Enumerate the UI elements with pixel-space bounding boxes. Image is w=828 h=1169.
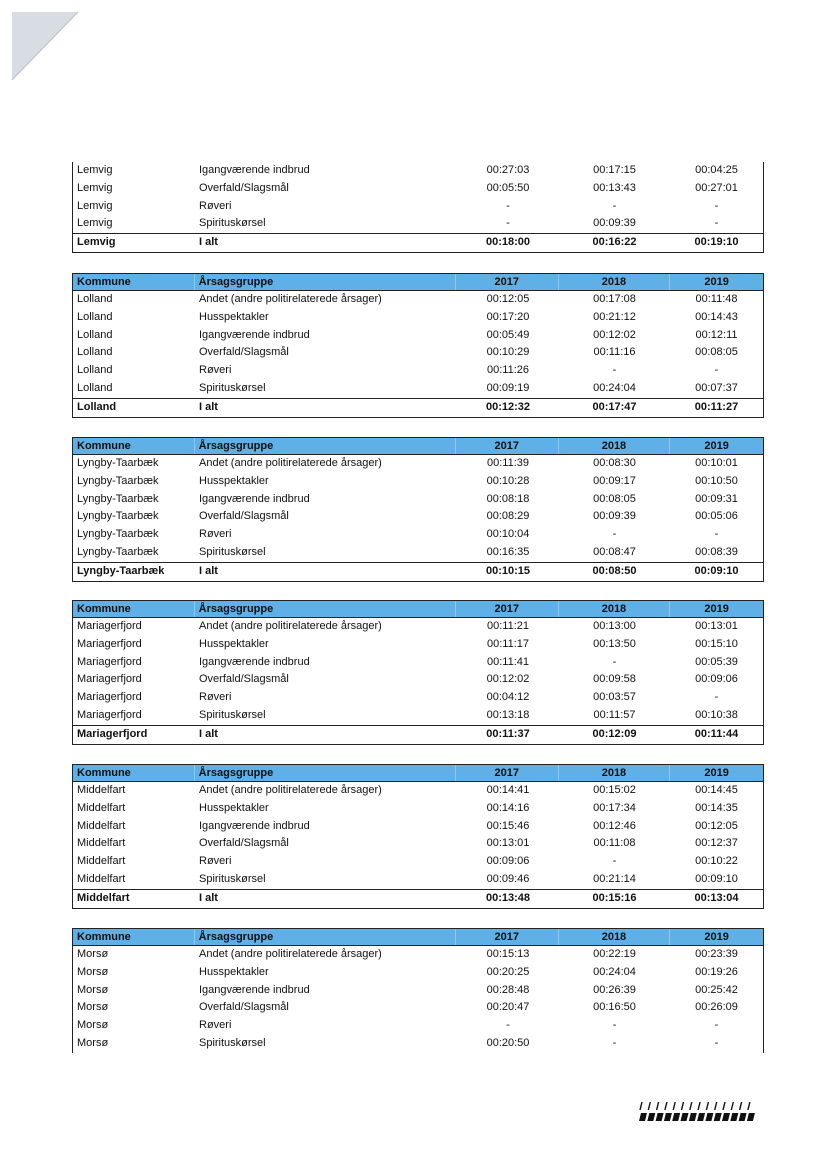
table-row bbox=[73, 1035, 763, 1053]
group-cell: Igangværende indbrud bbox=[199, 983, 310, 996]
table-row bbox=[73, 544, 763, 562]
year-2018-cell: 00:13:43 bbox=[593, 181, 636, 194]
year-2018-cell: 00:03:57 bbox=[593, 691, 636, 704]
total-kommune-cell: Lemvig bbox=[77, 236, 116, 249]
year-2019-cell: 00:05:39 bbox=[695, 655, 738, 668]
table-row bbox=[73, 853, 763, 871]
year-2017-cell: 00:11:39 bbox=[486, 457, 529, 469]
kommune-cell: Mariagerfjord bbox=[77, 708, 142, 721]
header-kommune-cell: Kommune bbox=[73, 274, 195, 290]
group-cell: Spirituskørsel bbox=[199, 708, 266, 721]
year-2017-cell: 00:09:46 bbox=[486, 872, 530, 885]
group-cell: Røveri bbox=[199, 1019, 232, 1032]
total-group-cell: I alt bbox=[199, 891, 218, 904]
header-kommune-cell: Kommune bbox=[73, 601, 195, 617]
table-row bbox=[73, 818, 763, 836]
table-row bbox=[73, 180, 763, 198]
group-cell: Spirituskørsel bbox=[199, 545, 266, 558]
year-2018-cell: 00:12:02 bbox=[593, 328, 636, 341]
year-2019-cell: - bbox=[714, 1036, 719, 1049]
year-2017-cell: 00:04:12 bbox=[486, 691, 530, 704]
kommune-cell: Lyngby-Taarbæk bbox=[77, 492, 159, 505]
table-total-row bbox=[73, 398, 763, 417]
table-row bbox=[73, 964, 763, 982]
year-2017-cell: 00:05:50 bbox=[486, 181, 530, 194]
year-2017-cell: 00:20:47 bbox=[486, 1001, 530, 1014]
year-2017-cell: 00:17:20 bbox=[486, 310, 530, 323]
header-year-2018-cell: 2018 bbox=[559, 929, 671, 945]
year-2019-cell: 00:12:11 bbox=[695, 328, 738, 341]
year-2019-cell: 00:09:06 bbox=[695, 673, 738, 686]
kommune-cell: Lyngby-Taarbæk bbox=[77, 528, 159, 541]
total-year-2018-cell: 00:08:50 bbox=[592, 564, 637, 577]
kommune-cell: Lolland bbox=[77, 364, 113, 377]
year-2019-cell: 00:08:05 bbox=[695, 346, 738, 359]
year-2019-cell: 00:26:09 bbox=[695, 1001, 738, 1014]
group-cell: Overfald/Slagsmål bbox=[199, 181, 289, 194]
year-2018-cell: 00:12:46 bbox=[593, 819, 636, 832]
table-row bbox=[73, 309, 763, 327]
total-year-2018-cell: 00:15:16 bbox=[592, 891, 637, 904]
year-2017-cell: 00:10:28 bbox=[486, 474, 530, 487]
table-row bbox=[73, 215, 763, 233]
year-2017-cell: 00:09:06 bbox=[486, 855, 530, 868]
table-row bbox=[73, 362, 763, 380]
group-cell: Overfald/Slagsmål bbox=[199, 673, 289, 686]
kommune-cell: Morsø bbox=[77, 983, 109, 996]
year-2019-cell: 00:14:35 bbox=[695, 801, 738, 814]
year-2019-cell: 00:09:10 bbox=[695, 872, 738, 885]
year-2019-cell: - bbox=[714, 364, 719, 377]
header-year-2017-cell: 2017 bbox=[456, 765, 559, 781]
year-2019-cell: 00:08:39 bbox=[695, 545, 738, 558]
year-2018-cell: - bbox=[612, 1036, 617, 1049]
total-group-cell: I alt bbox=[199, 400, 218, 413]
group-cell: Spirituskørsel bbox=[199, 217, 266, 230]
total-year-2019-cell: 00:11:44 bbox=[694, 727, 739, 740]
year-2017-cell: 00:10:04 bbox=[486, 528, 530, 541]
header-year-2019-cell: 2019 bbox=[704, 276, 729, 288]
header-year-2017-cell: 2017 bbox=[456, 601, 559, 617]
year-2017-cell: 00:15:46 bbox=[486, 819, 530, 832]
group-cell: Røveri bbox=[199, 364, 232, 377]
kommune-cell: Lemvig bbox=[77, 181, 113, 194]
year-2019-cell: 00:10:01 bbox=[695, 457, 738, 469]
year-2018-cell: 00:24:04 bbox=[593, 965, 636, 978]
year-2019-cell: 00:23:39 bbox=[695, 948, 738, 960]
table-row bbox=[73, 671, 763, 689]
year-2018-cell: 00:11:08 bbox=[593, 837, 636, 850]
year-2017-cell: 00:13:01 bbox=[486, 837, 530, 850]
year-2019-cell: - bbox=[714, 199, 719, 212]
kommune-cell: Lemvig bbox=[77, 199, 113, 212]
kommune-cell: Lemvig bbox=[77, 164, 113, 176]
table-row bbox=[73, 835, 763, 853]
year-2019-cell: 00:15:10 bbox=[695, 637, 738, 650]
table-row bbox=[73, 689, 763, 707]
year-2018-cell: 00:11:57 bbox=[593, 708, 636, 721]
year-2017-cell: 00:11:21 bbox=[486, 620, 529, 632]
table-row bbox=[73, 380, 763, 398]
group-cell: Igangværende indbrud bbox=[199, 819, 310, 832]
year-2018-cell: 00:21:12 bbox=[593, 310, 636, 323]
total-group-cell: I alt bbox=[199, 727, 218, 740]
total-year-2018-cell: 00:17:47 bbox=[592, 400, 637, 413]
table-header bbox=[73, 929, 763, 946]
group-cell: Overfald/Slagsmål bbox=[199, 1001, 289, 1014]
year-2017-cell: 00:15:13 bbox=[486, 948, 530, 960]
year-2017-cell: 00:14:41 bbox=[486, 784, 530, 796]
total-year-2017-cell: 00:10:15 bbox=[485, 564, 531, 577]
table-total-row bbox=[73, 562, 763, 581]
year-2019-cell: 00:10:22 bbox=[695, 855, 738, 868]
kommune-cell: Lolland bbox=[77, 293, 113, 305]
page-corner-mark bbox=[0, 0, 80, 84]
kommune-cell: Middelfart bbox=[77, 784, 126, 796]
group-cell: Spirituskørsel bbox=[199, 1036, 266, 1049]
kommune-cell: Morsø bbox=[77, 965, 109, 978]
table-row bbox=[73, 526, 763, 544]
year-2019-cell: 00:14:45 bbox=[695, 784, 738, 796]
total-year-2019-cell: 00:13:04 bbox=[694, 891, 739, 904]
year-2018-cell: 00:08:05 bbox=[593, 492, 636, 505]
kommune-cell: Morsø bbox=[77, 1001, 109, 1014]
year-2017-cell: - bbox=[506, 1019, 510, 1032]
total-year-2017-cell: 00:18:00 bbox=[485, 236, 531, 249]
table-row bbox=[73, 344, 763, 362]
year-2017-cell: - bbox=[506, 217, 510, 230]
group-cell: Husspektakler bbox=[199, 965, 269, 978]
kommune-cell: Lemvig bbox=[77, 217, 113, 230]
table-1 bbox=[72, 273, 764, 418]
year-2018-cell: 00:17:08 bbox=[593, 293, 636, 305]
group-cell: Overfald/Slagsmål bbox=[199, 346, 289, 359]
year-2019-cell: 00:10:50 bbox=[695, 474, 738, 487]
header-year-2019-cell: 2019 bbox=[704, 767, 729, 779]
group-cell: Igangværende indbrud bbox=[199, 164, 310, 176]
year-2019-cell: 00:14:43 bbox=[695, 310, 738, 323]
table-total-row bbox=[73, 233, 763, 252]
year-2017-cell: 00:10:29 bbox=[486, 346, 530, 359]
group-cell: Husspektakler bbox=[199, 801, 269, 814]
table-header bbox=[73, 274, 763, 291]
total-kommune-cell: Mariagerfjord bbox=[77, 727, 148, 740]
total-year-2017-cell: 00:13:48 bbox=[485, 891, 531, 904]
year-2018-cell: 00:09:39 bbox=[593, 217, 636, 230]
year-2019-cell: - bbox=[714, 691, 719, 704]
year-2017-cell: - bbox=[506, 199, 510, 212]
year-2017-cell: 00:13:18 bbox=[486, 708, 530, 721]
kommune-cell: Morsø bbox=[77, 1036, 109, 1049]
year-2019-cell: 00:11:48 bbox=[695, 293, 738, 305]
header-group-cell: Årsagsgruppe bbox=[195, 438, 456, 454]
year-2019-cell: 00:27:01 bbox=[695, 181, 738, 194]
table-header bbox=[73, 765, 763, 782]
group-cell: Røveri bbox=[199, 691, 232, 704]
header-group-cell: Årsagsgruppe bbox=[195, 274, 456, 290]
kommune-cell: Morsø bbox=[77, 1019, 109, 1032]
year-2018-cell: - bbox=[612, 855, 617, 868]
kommune-cell: Mariagerfjord bbox=[77, 637, 142, 650]
header-year-2017-cell: 2017 bbox=[456, 929, 559, 945]
table-row bbox=[73, 654, 763, 672]
group-cell: Andet (andre politirelaterede årsager) bbox=[199, 620, 382, 632]
table-header bbox=[73, 438, 763, 455]
kommune-cell: Morsø bbox=[77, 948, 109, 960]
group-cell: Husspektakler bbox=[199, 474, 269, 487]
header-kommune-cell: Kommune bbox=[73, 765, 195, 781]
year-2018-cell: - bbox=[612, 528, 617, 541]
year-2018-cell: 00:22:19 bbox=[593, 948, 636, 960]
year-2018-cell: - bbox=[612, 655, 617, 668]
year-2018-cell: 00:08:47 bbox=[593, 545, 636, 558]
group-cell: Andet (andre politirelaterede årsager) bbox=[199, 293, 382, 305]
group-cell: Andet (andre politirelaterede årsager) bbox=[199, 784, 382, 796]
year-2019-cell: 00:12:05 bbox=[695, 819, 738, 832]
year-2018-cell: 00:09:58 bbox=[593, 673, 636, 686]
kommune-cell: Lolland bbox=[77, 310, 113, 323]
table-3 bbox=[72, 600, 764, 745]
year-2019-cell: 00:05:06 bbox=[695, 510, 738, 523]
year-2018-cell: 00:26:39 bbox=[593, 983, 636, 996]
header-year-2018-cell: 2018 bbox=[559, 438, 671, 454]
kommune-cell: Mariagerfjord bbox=[77, 673, 142, 686]
group-cell: Andet (andre politirelaterede årsager) bbox=[199, 948, 382, 960]
group-cell: Igangværende indbrud bbox=[199, 328, 310, 341]
kommune-cell: Middelfart bbox=[77, 801, 126, 814]
total-year-2017-cell: 00:12:32 bbox=[485, 400, 531, 413]
year-2018-cell: - bbox=[612, 364, 617, 377]
group-cell: Igangværende indbrud bbox=[199, 655, 310, 668]
kommune-cell: Middelfart bbox=[77, 872, 126, 885]
year-2018-cell: 00:13:00 bbox=[593, 620, 636, 632]
year-2018-cell: 00:17:15 bbox=[593, 164, 636, 176]
header-kommune-cell: Kommune bbox=[73, 929, 195, 945]
year-2019-cell: 00:07:37 bbox=[695, 381, 738, 394]
year-2017-cell: 00:12:05 bbox=[486, 293, 530, 305]
total-kommune-cell: Middelfart bbox=[77, 891, 130, 904]
total-kommune-cell: Lolland bbox=[77, 400, 117, 413]
header-year-2019-cell: 2019 bbox=[704, 440, 729, 452]
table-row bbox=[73, 999, 763, 1017]
year-2018-cell: 00:08:30 bbox=[593, 457, 636, 469]
year-2017-cell: 00:20:25 bbox=[486, 965, 530, 978]
group-cell: Husspektakler bbox=[199, 637, 269, 650]
year-2019-cell: - bbox=[714, 1019, 719, 1032]
table-row bbox=[73, 782, 763, 800]
table-total-row bbox=[73, 725, 763, 744]
header-year-2017-cell: 2017 bbox=[456, 274, 559, 290]
total-kommune-cell: Lyngby-Taarbæk bbox=[77, 564, 165, 577]
table-row bbox=[73, 291, 763, 309]
year-2017-cell: 00:05:49 bbox=[486, 328, 530, 341]
table-row bbox=[73, 800, 763, 818]
year-2018-cell: 00:17:34 bbox=[593, 801, 636, 814]
kommune-cell: Lyngby-Taarbæk bbox=[77, 545, 159, 558]
kommune-cell: Lolland bbox=[77, 346, 113, 359]
table-4 bbox=[72, 764, 764, 909]
header-year-2019-cell: 2019 bbox=[704, 931, 729, 943]
year-2018-cell: 00:09:17 bbox=[593, 474, 636, 487]
group-cell: Igangværende indbrud bbox=[199, 492, 310, 505]
total-group-cell: I alt bbox=[199, 236, 218, 249]
year-2018-cell: 00:15:02 bbox=[593, 784, 636, 796]
header-year-2018-cell: 2018 bbox=[559, 765, 671, 781]
year-2017-cell: 00:11:26 bbox=[486, 364, 529, 377]
group-cell: Andet (andre politirelaterede årsager) bbox=[199, 457, 382, 469]
kommune-cell: Middelfart bbox=[77, 819, 126, 832]
total-year-2018-cell: 00:16:22 bbox=[592, 236, 637, 249]
year-2019-cell: - bbox=[714, 217, 719, 230]
table-row bbox=[73, 327, 763, 345]
header-year-2019-cell: 2019 bbox=[704, 603, 729, 615]
year-2018-cell: - bbox=[612, 1019, 617, 1032]
year-2019-cell: 00:13:01 bbox=[695, 620, 738, 632]
year-2019-cell: 00:09:31 bbox=[695, 492, 738, 505]
year-2018-cell: 00:21:14 bbox=[593, 872, 636, 885]
year-2017-cell: 00:20:50 bbox=[486, 1036, 530, 1049]
group-cell: Røveri bbox=[199, 855, 232, 868]
table-row bbox=[73, 455, 763, 473]
kommune-cell: Lyngby-Taarbæk bbox=[77, 510, 159, 523]
year-2017-cell: 00:11:17 bbox=[486, 637, 529, 650]
year-2019-cell: 00:12:37 bbox=[695, 837, 738, 850]
group-cell: Overfald/Slagsmål bbox=[199, 837, 289, 850]
table-header bbox=[73, 601, 763, 618]
year-2019-cell: 00:10:38 bbox=[695, 708, 738, 721]
kommune-cell: Lolland bbox=[77, 328, 113, 341]
group-cell: Overfald/Slagsmål bbox=[199, 510, 289, 523]
table-row bbox=[73, 198, 763, 216]
group-cell: Husspektakler bbox=[199, 310, 269, 323]
total-year-2017-cell: 00:11:37 bbox=[486, 727, 530, 740]
table-row bbox=[73, 871, 763, 889]
header-year-2018-cell: 2018 bbox=[559, 601, 671, 617]
year-2017-cell: 00:12:02 bbox=[486, 673, 530, 686]
table-row bbox=[73, 982, 763, 1000]
header-group-cell: Årsagsgruppe bbox=[195, 929, 456, 945]
header-year-2017-cell: 2017 bbox=[456, 438, 559, 454]
kommune-cell: Lolland bbox=[77, 381, 113, 394]
year-2017-cell: 00:28:48 bbox=[486, 983, 530, 996]
kommune-cell: Lyngby-Taarbæk bbox=[77, 457, 159, 469]
group-cell: Spirituskørsel bbox=[199, 381, 266, 394]
table-total-row bbox=[73, 889, 763, 908]
total-year-2019-cell: 00:11:27 bbox=[694, 400, 739, 413]
year-2017-cell: 00:11:41 bbox=[486, 655, 529, 668]
total-year-2018-cell: 00:12:09 bbox=[592, 727, 637, 740]
year-2018-cell: 00:24:04 bbox=[593, 381, 636, 394]
year-2019-cell: - bbox=[714, 528, 719, 541]
header-group-cell: Årsagsgruppe bbox=[195, 765, 456, 781]
total-year-2019-cell: 00:09:10 bbox=[694, 564, 739, 577]
kommune-cell: Lyngby-Taarbæk bbox=[77, 474, 159, 487]
table-row bbox=[73, 162, 763, 180]
header-year-2018-cell: 2018 bbox=[559, 274, 671, 290]
total-group-cell: I alt bbox=[199, 564, 218, 577]
year-2017-cell: 00:14:16 bbox=[486, 801, 530, 814]
table-row bbox=[73, 946, 763, 964]
year-2019-cell: 00:25:42 bbox=[695, 983, 738, 996]
year-2017-cell: 00:08:29 bbox=[486, 510, 530, 523]
group-cell: Røveri bbox=[199, 199, 232, 212]
table-2 bbox=[72, 437, 764, 582]
total-year-2019-cell: 00:19:10 bbox=[694, 236, 739, 249]
kommune-cell: Mariagerfjord bbox=[77, 620, 142, 632]
kommune-cell: Middelfart bbox=[77, 837, 126, 850]
year-2019-cell: 00:04:25 bbox=[695, 164, 738, 176]
year-2018-cell: 00:11:16 bbox=[593, 346, 636, 359]
kommune-cell: Middelfart bbox=[77, 855, 126, 868]
year-2018-cell: - bbox=[612, 199, 617, 212]
group-cell: Spirituskørsel bbox=[199, 872, 266, 885]
table-row bbox=[73, 1017, 763, 1035]
year-2017-cell: 00:08:18 bbox=[486, 492, 530, 505]
table-0 bbox=[72, 162, 764, 253]
table-row bbox=[73, 636, 763, 654]
kommune-cell: Mariagerfjord bbox=[77, 655, 142, 668]
table-row bbox=[73, 707, 763, 725]
table-row bbox=[73, 491, 763, 509]
table-row bbox=[73, 618, 763, 636]
year-2018-cell: 00:13:50 bbox=[593, 637, 636, 650]
year-2018-cell: 00:09:39 bbox=[593, 510, 636, 523]
table-5 bbox=[72, 928, 764, 1053]
table-row bbox=[73, 473, 763, 491]
header-group-cell: Årsagsgruppe bbox=[195, 601, 456, 617]
year-2017-cell: 00:16:35 bbox=[486, 545, 530, 558]
group-cell: Røveri bbox=[199, 528, 232, 541]
year-2017-cell: 00:09:19 bbox=[486, 381, 530, 394]
kommune-cell: Mariagerfjord bbox=[77, 691, 142, 704]
year-2017-cell: 00:27:03 bbox=[486, 164, 530, 176]
year-2018-cell: 00:16:50 bbox=[593, 1001, 636, 1014]
year-2019-cell: 00:19:26 bbox=[695, 965, 738, 978]
barcode-mark bbox=[636, 1101, 756, 1123]
table-row bbox=[73, 508, 763, 526]
header-kommune-cell: Kommune bbox=[73, 438, 195, 454]
